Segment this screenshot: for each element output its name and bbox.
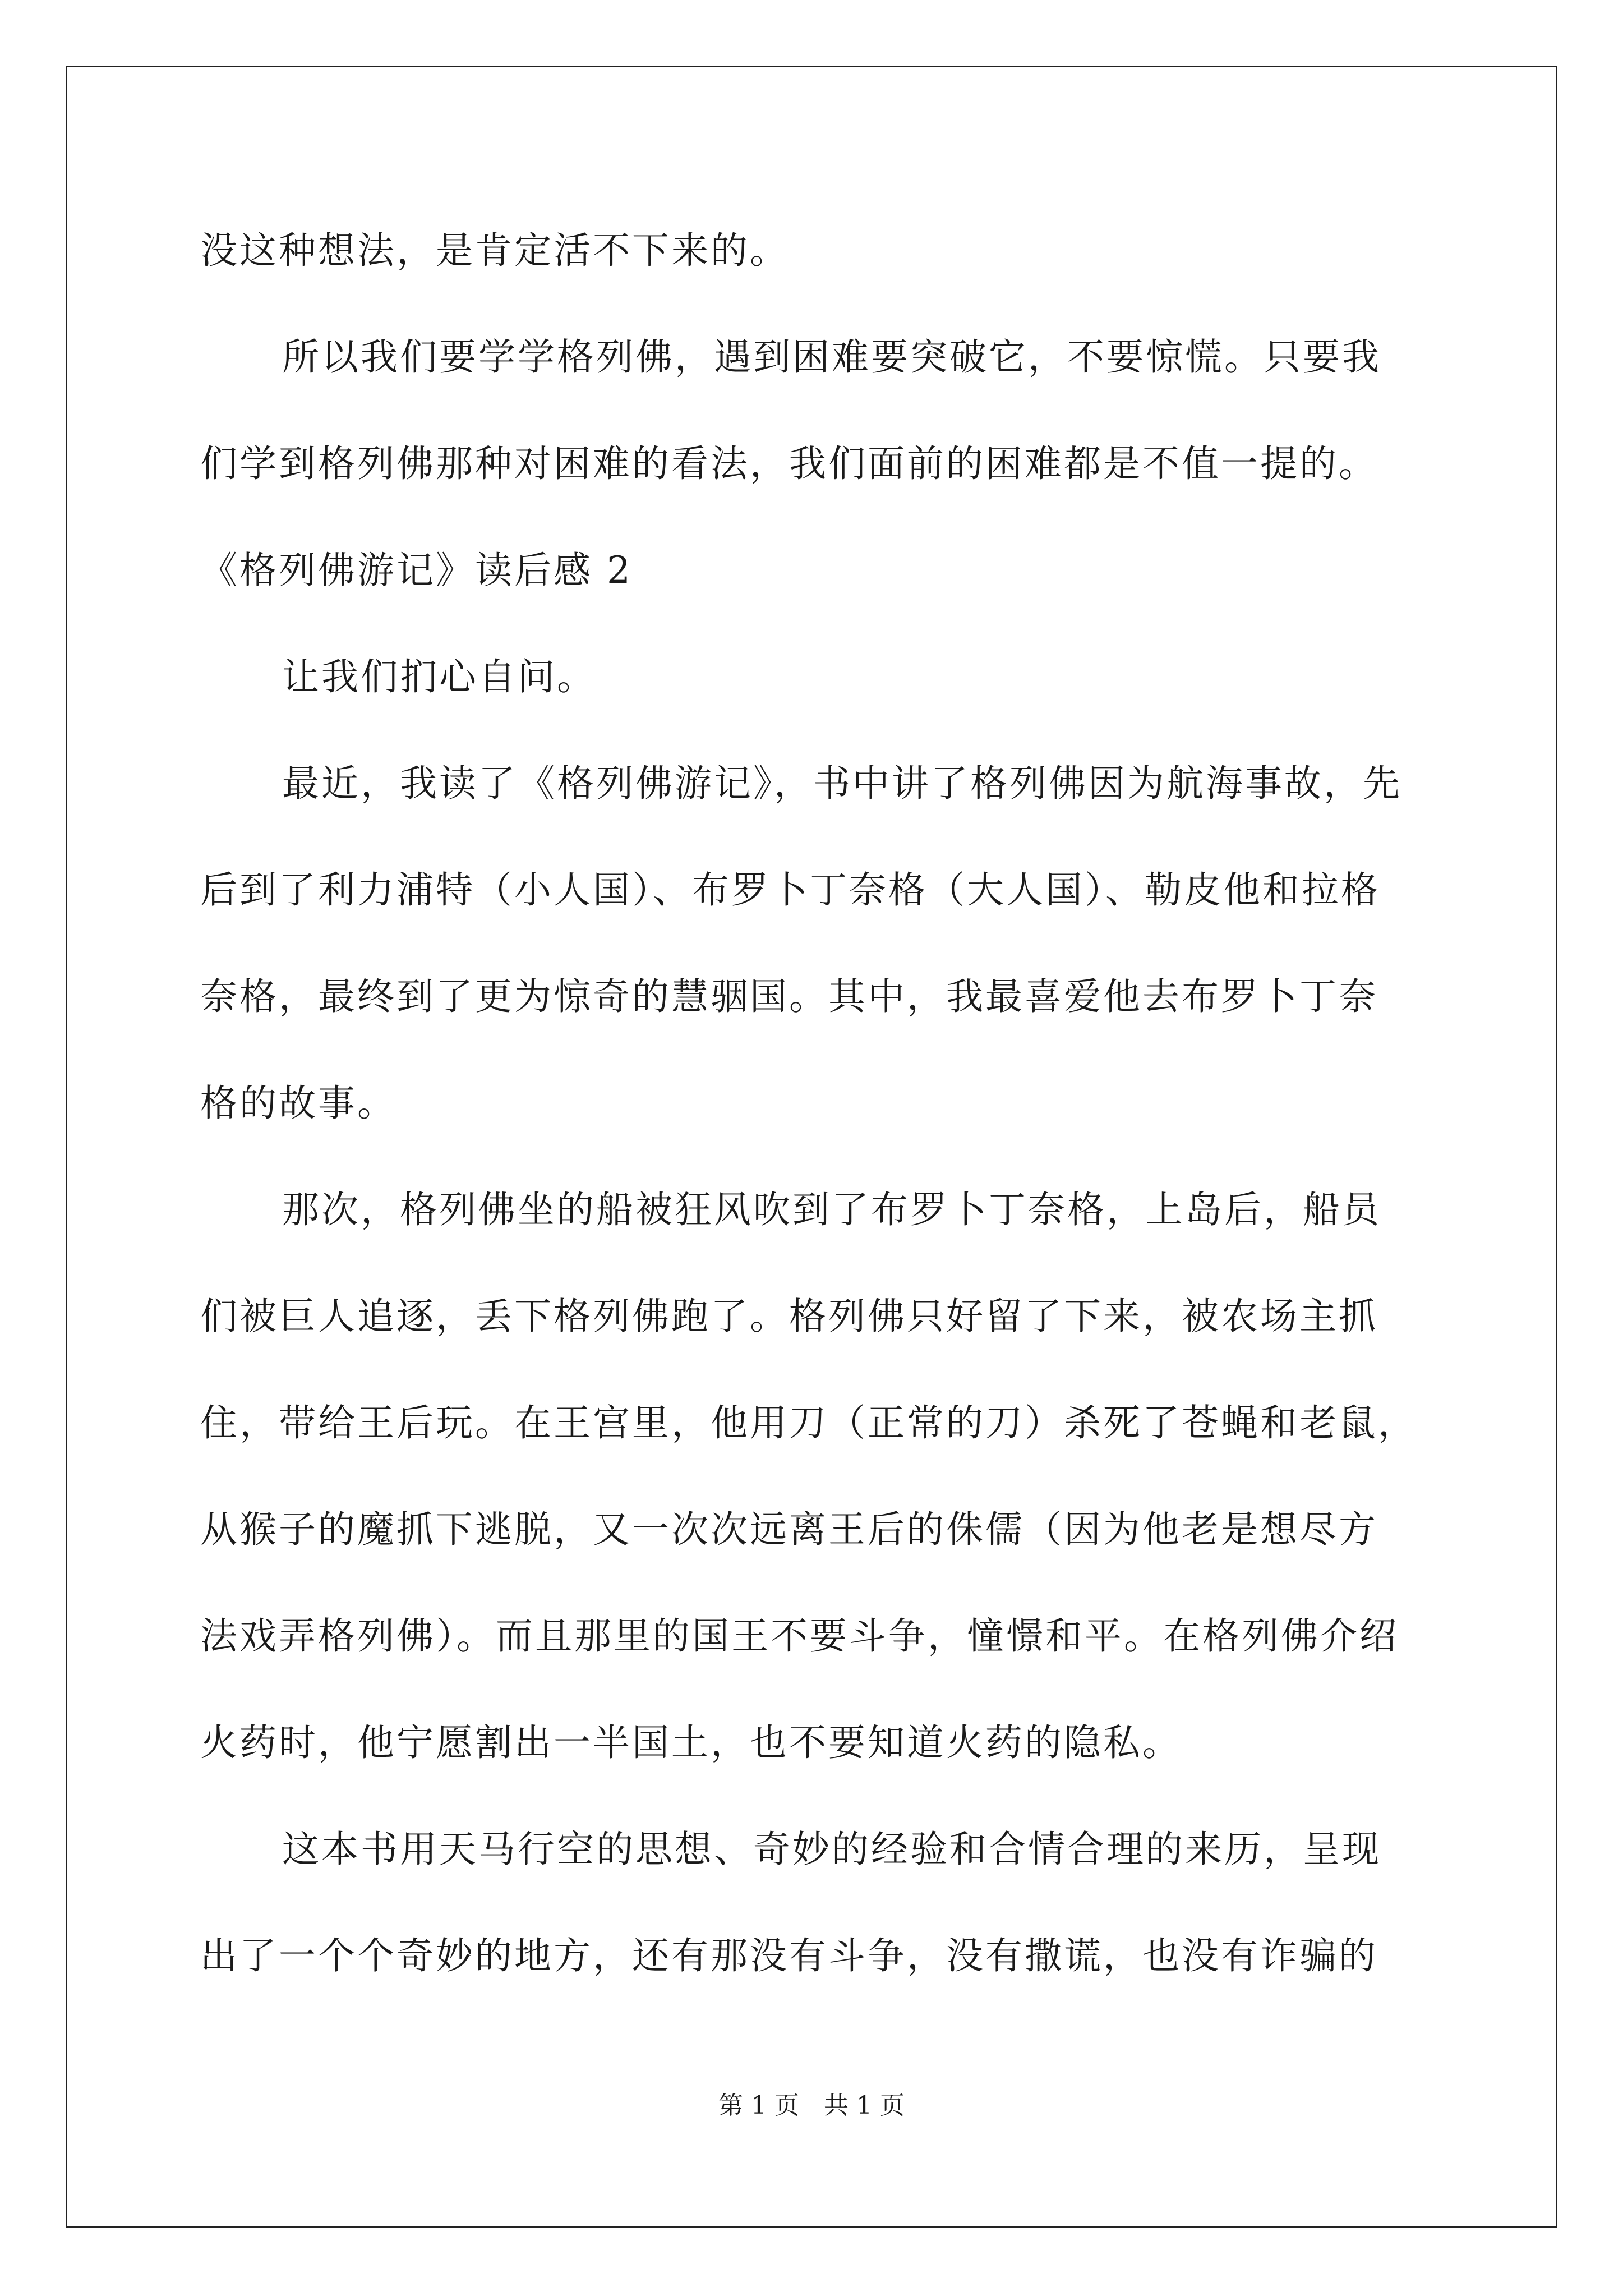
text-line-8: 奈格，最终到了更为惊奇的慧骃国。其中，我最喜爱他去布罗卜丁奈 bbox=[200, 975, 1378, 1018]
text-line-17: 出了一个个奇妙的地方，还有那没有斗争，没有撒谎，也没有诈骗的 bbox=[200, 1934, 1378, 1977]
section-heading: 《格列佛游记》读后感 2 bbox=[200, 549, 633, 592]
text-line-12: 住，带给王后玩。在王宫里，他用刀（正常的刀）杀死了苍蝇和老鼠， bbox=[200, 1401, 1417, 1444]
text-line-9: 格的故事。 bbox=[200, 1082, 396, 1125]
page-border bbox=[66, 66, 1557, 2228]
text-line-6: 最近，我读了《格列佛游记》，书中讲了格列佛因为航海事故，先 bbox=[282, 762, 1402, 805]
page-footer: 第 1 页 共 1 页 bbox=[718, 2091, 905, 2120]
text-line-2: 所以我们要学学格列佛，遇到困难要突破它，不要惊慌。只要我 bbox=[282, 335, 1381, 379]
text-line-14: 法戏弄格列佛）。而且那里的国王不要斗争，憧憬和平。在格列佛介绍 bbox=[200, 1614, 1399, 1658]
text-line-7: 后到了利力浦特（小人国）、布罗卜丁奈格（大人国）、勒皮他和拉格 bbox=[200, 868, 1380, 912]
text-line-1: 没这种想法，是肯定活不下来的。 bbox=[200, 229, 789, 272]
text-line-10: 那次，格列佛坐的船被狂风吹到了布罗卜丁奈格，上岛后，船员 bbox=[282, 1188, 1381, 1231]
text-line-3: 们学到格列佛那种对困难的看法，我们面前的困难都是不值一提的。 bbox=[200, 442, 1378, 485]
text-line-11: 们被巨人追逐，丢下格列佛跑了。格列佛只好留了下来，被农场主抓 bbox=[200, 1295, 1378, 1338]
text-line-13: 从猴子的魔抓下逃脱，又一次次远离王后的侏儒（因为他老是想尽方 bbox=[200, 1508, 1378, 1551]
text-line-16: 这本书用天马行空的思想、奇妙的经验和合情合理的来历，呈现 bbox=[282, 1828, 1381, 1871]
text-line-15: 火药时，他宁愿割出一半国土，也不要知道火药的隐私。 bbox=[200, 1721, 1182, 1764]
text-line-5: 让我们扪心自问。 bbox=[282, 655, 596, 698]
